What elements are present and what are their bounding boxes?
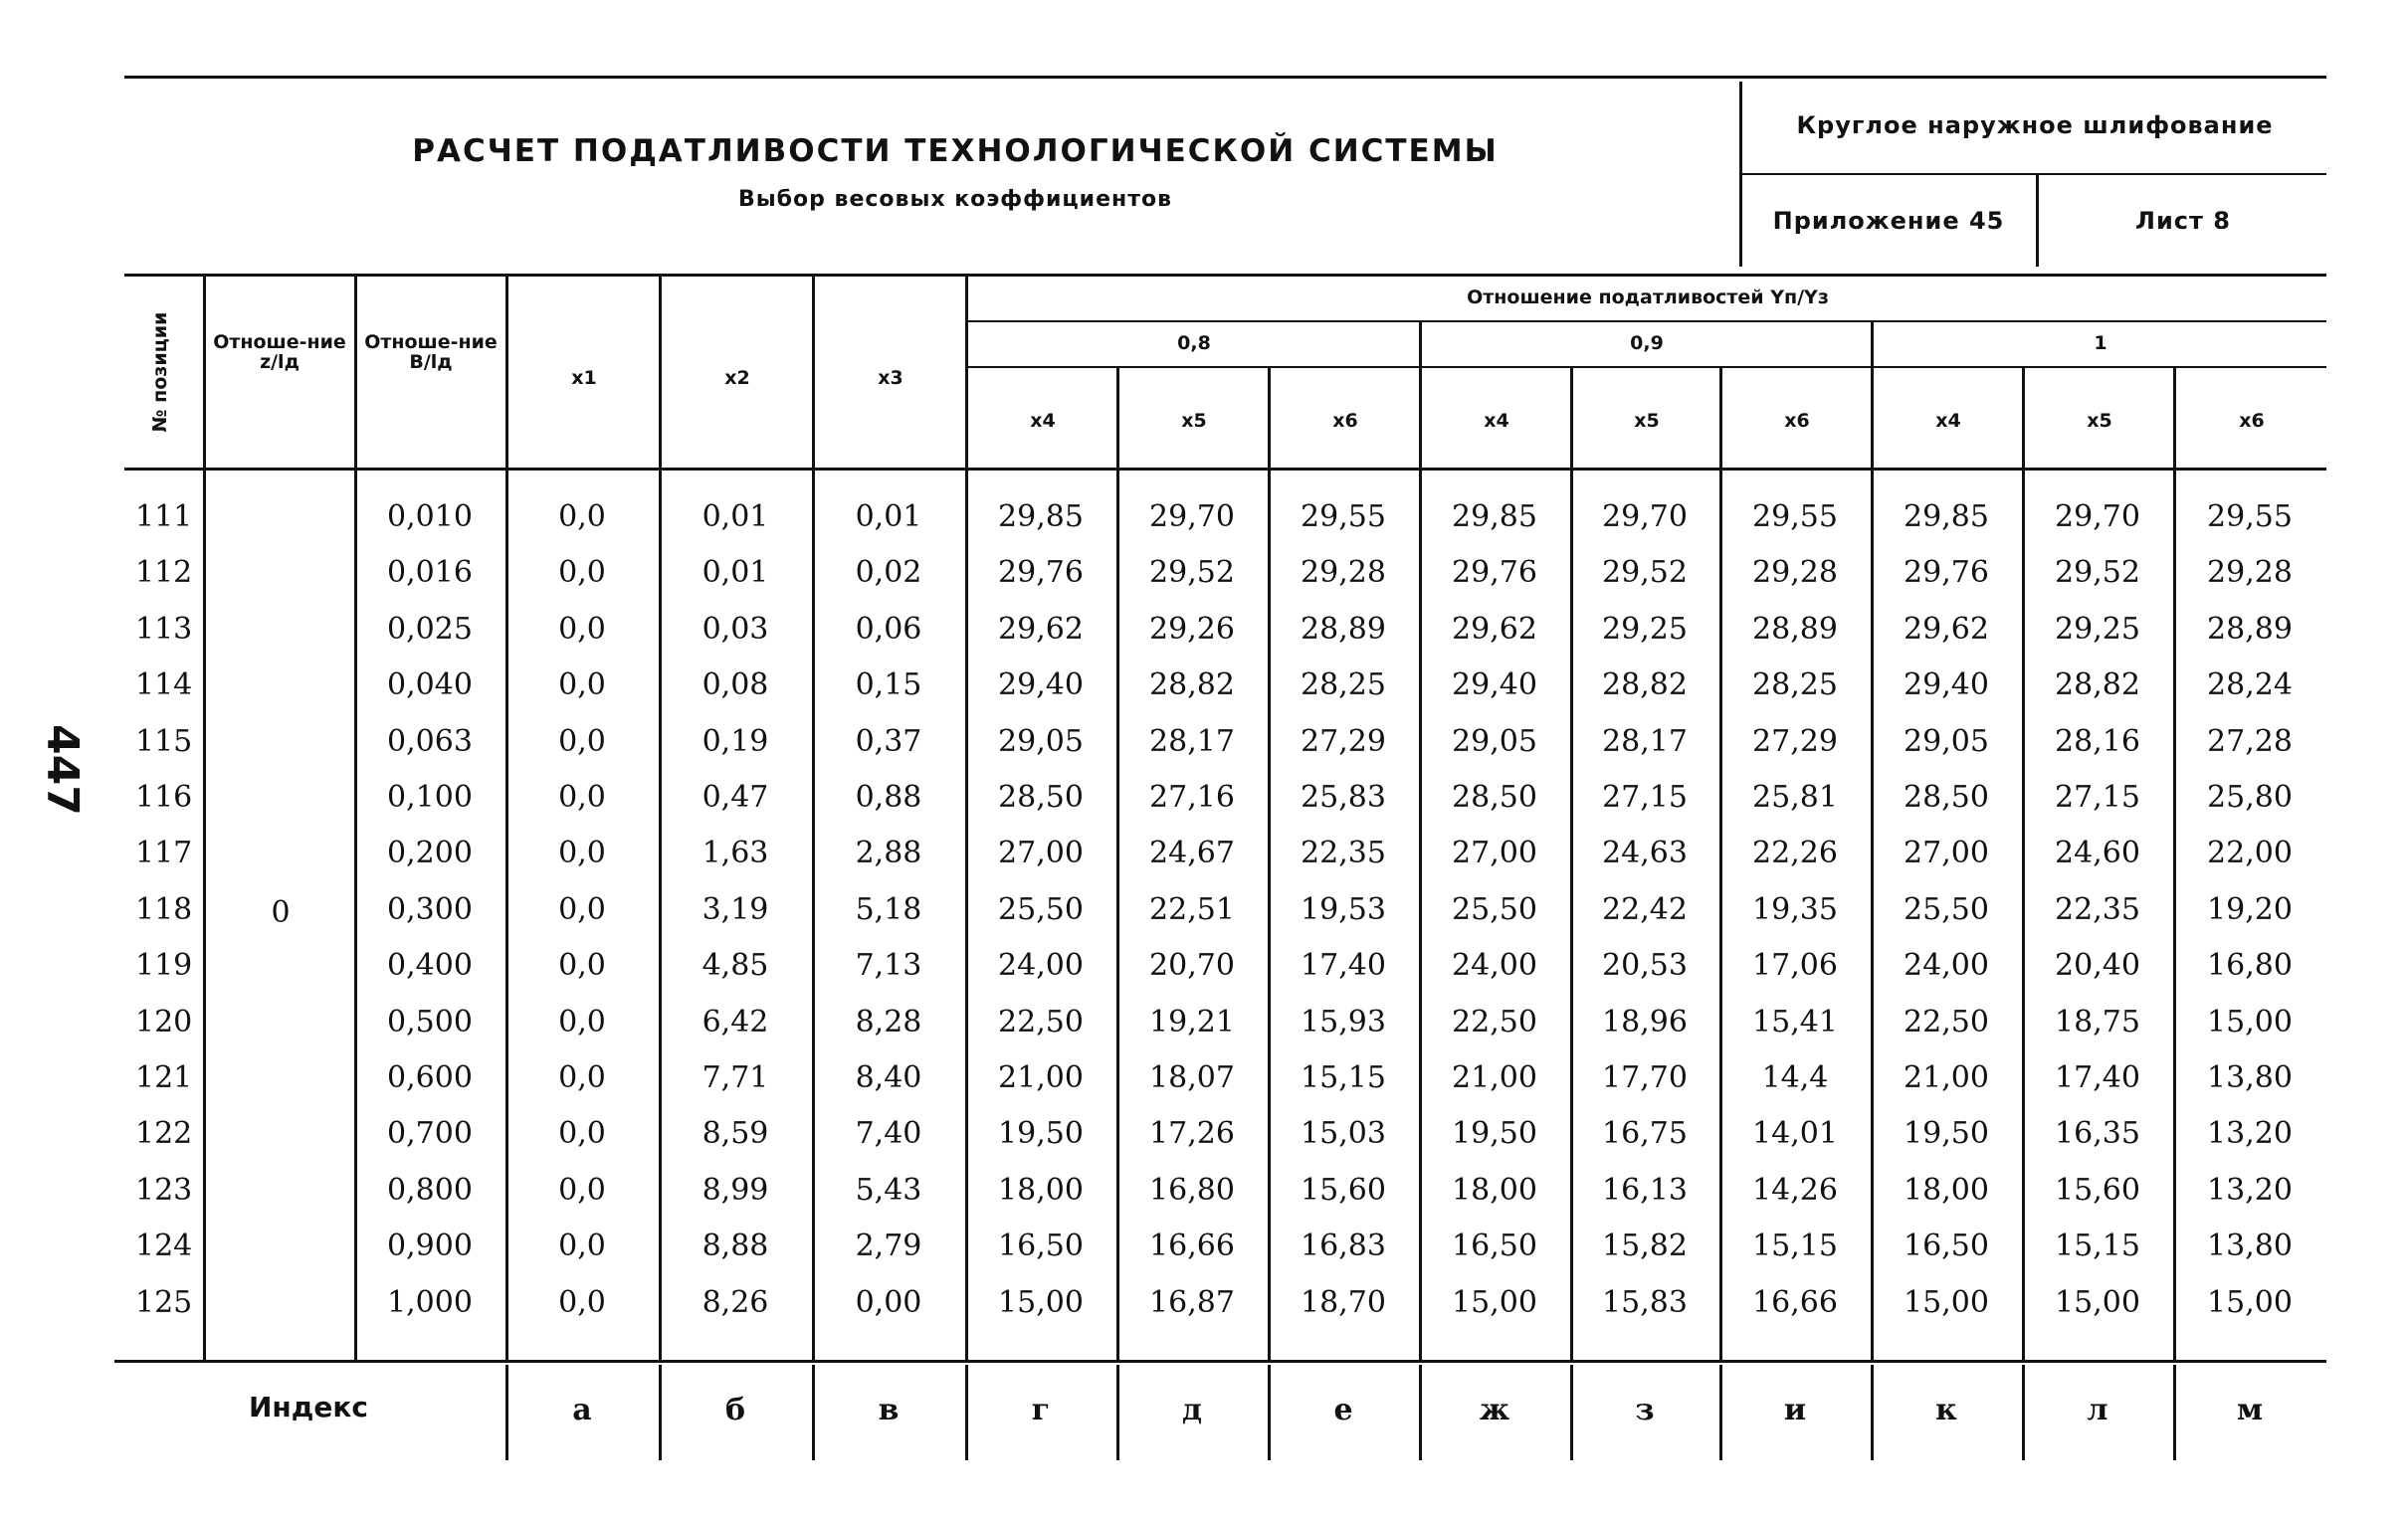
table-cell: 0,00: [855, 1284, 922, 1320]
table-cell: 18,00: [1452, 1172, 1537, 1208]
table-cell: 20,70: [1149, 948, 1235, 984]
ratio-0-8-header: 0,8: [1177, 332, 1211, 354]
ratio-1-header: 1: [2094, 332, 2107, 354]
sub-x5-header: x5: [2087, 410, 2112, 432]
table-cell: 0,025: [387, 611, 473, 647]
table-cell: 29,40: [1452, 667, 1537, 703]
table-cell: 7,71: [702, 1060, 769, 1095]
table-cell: 13,20: [2207, 1172, 2293, 1208]
index-letter: г: [1031, 1393, 1051, 1427]
table-cell: 15,00: [2207, 1284, 2293, 1320]
table-cell: 19,21: [1149, 1004, 1235, 1040]
position-number: 115: [135, 723, 193, 759]
table-cell: 8,40: [855, 1060, 922, 1095]
table-cell: 0,016: [387, 555, 473, 591]
table-cell: 16,66: [1149, 1229, 1235, 1264]
index-letter: е: [1333, 1393, 1353, 1427]
table-cell: 17,06: [1752, 948, 1838, 984]
table-cell: 13,80: [2207, 1060, 2293, 1095]
table-cell: 8,26: [702, 1284, 769, 1320]
table-cell: 19,50: [1904, 1116, 1989, 1152]
table-cell: 28,16: [2055, 723, 2140, 759]
table-cell: 16,13: [1602, 1172, 1688, 1208]
index-letter: в: [878, 1393, 900, 1427]
table-cell: 29,70: [1602, 499, 1688, 534]
table-cell: 2,88: [855, 836, 922, 871]
table-cell: 19,53: [1301, 891, 1386, 927]
table-cell: 13,20: [2207, 1116, 2293, 1152]
position-number: 120: [135, 1004, 193, 1040]
index-label: Индекс: [249, 1391, 368, 1423]
table-cell: 27,00: [1904, 836, 1989, 871]
table-cell: 21,00: [1452, 1060, 1537, 1095]
table-cell: 0,01: [855, 499, 922, 534]
table-cell: 0,600: [387, 1060, 473, 1095]
table-cell: 0,01: [702, 499, 769, 534]
table-cell: 5,18: [855, 891, 922, 927]
index-separator: [1871, 1365, 1874, 1460]
index-separator: [659, 1365, 662, 1460]
table-cell: 19,50: [998, 1116, 1084, 1152]
table-cell: 15,15: [1752, 1229, 1838, 1264]
table-cell: 24,00: [1904, 948, 1989, 984]
table-cell: 0,100: [387, 780, 473, 815]
table-cell: 22,35: [1301, 836, 1386, 871]
index-separator: [505, 1365, 508, 1460]
table-cell: 24,63: [1602, 836, 1688, 871]
index-letter: и: [1783, 1393, 1807, 1427]
table-cell: 0,0: [558, 836, 606, 871]
table-cell: 15,60: [1301, 1172, 1386, 1208]
table-cell: 28,82: [1602, 667, 1688, 703]
table-cell: 29,26: [1149, 611, 1235, 647]
position-number: 116: [135, 780, 193, 815]
z-ratio-value: 0: [271, 895, 291, 930]
table-cell: 8,99: [702, 1172, 769, 1208]
index-separator: [1570, 1365, 1573, 1460]
table-header-bottom-rule: [124, 468, 2326, 471]
table-cell: 15,00: [998, 1284, 1084, 1320]
table-cell: 29,05: [1904, 723, 1989, 759]
index-letter: б: [724, 1393, 745, 1427]
page-number: 447: [37, 724, 88, 816]
table-cell: 25,50: [998, 891, 1084, 927]
table-cell: 25,81: [1752, 780, 1838, 815]
sub-x4-header: x4: [1484, 410, 1509, 432]
top-rule: [124, 76, 2326, 79]
table-cell: 28,17: [1149, 723, 1235, 759]
index-separator: [965, 1365, 968, 1460]
table-cell: 24,00: [1452, 948, 1537, 984]
table-cell: 0,06: [855, 611, 922, 647]
table-cell: 29,76: [998, 555, 1084, 591]
table-cell: 15,00: [2207, 1004, 2293, 1040]
table-cell: 18,70: [1301, 1284, 1386, 1320]
table-cell: 27,00: [998, 836, 1084, 871]
table-cell: 0,0: [558, 780, 606, 815]
table-cell: 15,03: [1301, 1116, 1386, 1152]
header-box-rule: [1739, 173, 2326, 175]
table-cell: 22,35: [2055, 891, 2140, 927]
document-title: РАСЧЕТ ПОДАТЛИВОСТИ ТЕХНОЛОГИЧЕСКОЙ СИСТЕМЫ: [412, 133, 1499, 169]
table-cell: 15,93: [1301, 1004, 1386, 1040]
position-number: 112: [135, 555, 193, 591]
table-cell: 0,700: [387, 1116, 473, 1152]
index-separator: [2022, 1365, 2025, 1460]
table-cell: 0,08: [702, 667, 769, 703]
table-cell: 27,28: [2207, 723, 2293, 759]
table-cell: 18,07: [1149, 1060, 1235, 1095]
document-subtitle: Выбор весовых коэффициентов: [738, 187, 1172, 212]
table-cell: 29,70: [1149, 499, 1235, 534]
index-letter: а: [572, 1393, 592, 1427]
table-cell: 29,25: [1602, 611, 1688, 647]
table-cell: 29,62: [1452, 611, 1537, 647]
table-cell: 29,85: [1904, 499, 1989, 534]
table-cell: 25,83: [1301, 780, 1386, 815]
table-cell: 27,29: [1752, 723, 1838, 759]
table-cell: 15,15: [1301, 1060, 1386, 1095]
table-cell: 0,0: [558, 723, 606, 759]
table-cell: 22,50: [1904, 1004, 1989, 1040]
table-cell: 29,52: [1149, 555, 1235, 591]
x1-header: x1: [571, 367, 597, 389]
table-cell: 3,19: [702, 891, 769, 927]
position-number: 123: [135, 1172, 193, 1208]
table-cell: 19,35: [1752, 891, 1838, 927]
table-cell: 19,50: [1452, 1116, 1537, 1152]
table-cell: 22,50: [998, 1004, 1084, 1040]
table-cell: 20,53: [1602, 948, 1688, 984]
table-cell: 29,55: [2207, 499, 2293, 534]
table-cell: 27,15: [2055, 780, 2140, 815]
table-cell: 25,50: [1904, 891, 1989, 927]
table-cell: 29,28: [1752, 555, 1838, 591]
table-cell: 29,76: [1452, 555, 1537, 591]
table-cell: 29,55: [1752, 499, 1838, 534]
table-cell: 15,00: [1904, 1284, 1989, 1320]
sub-x6-header: x6: [2239, 410, 2265, 432]
table-cell: 8,88: [702, 1229, 769, 1264]
table-cell: 29,76: [1904, 555, 1989, 591]
table-cell: 7,13: [855, 948, 922, 984]
sub-x4-header: x4: [1935, 410, 1961, 432]
table-cell: 29,40: [1904, 667, 1989, 703]
table-cell: 28,25: [1752, 667, 1838, 703]
table-cell: 0,0: [558, 611, 606, 647]
table-cell: 0,300: [387, 891, 473, 927]
table-cell: 0,01: [702, 555, 769, 591]
table-cell: 16,50: [1452, 1229, 1537, 1264]
table-cell: 18,00: [998, 1172, 1084, 1208]
table-cell: 17,70: [1602, 1060, 1688, 1095]
table-cell: 28,89: [1752, 611, 1838, 647]
position-header: № позиции: [149, 311, 171, 433]
table-cell: 16,80: [2207, 948, 2293, 984]
table-cell: 0,0: [558, 555, 606, 591]
table-cell: 8,28: [855, 1004, 922, 1040]
table-cell: 28,82: [2055, 667, 2140, 703]
table-cell: 0,88: [855, 780, 922, 815]
table-cell: 15,15: [2055, 1229, 2140, 1264]
table-cell: 13,80: [2207, 1229, 2293, 1264]
table-cell: 0,800: [387, 1172, 473, 1208]
table-cell: 0,0: [558, 891, 606, 927]
table-cell: 14,4: [1761, 1060, 1829, 1095]
ratio-z-header: Отноше-ние z/lд: [213, 331, 346, 373]
x3-header: x3: [878, 367, 903, 389]
position-number: 118: [135, 891, 193, 927]
table-cell: 0,0: [558, 1004, 606, 1040]
table-cell: 16,35: [2055, 1116, 2140, 1152]
table-cell: 29,85: [998, 499, 1084, 534]
index-separator: [1116, 1365, 1119, 1460]
table-cell: 16,50: [1904, 1229, 1989, 1264]
appendix-label: Приложение 45: [1772, 207, 2005, 235]
table-cell: 6,42: [702, 1004, 769, 1040]
process-title: Круглое наружное шлифование: [1796, 111, 2274, 139]
table-cell: 29,05: [1452, 723, 1537, 759]
table-cell: 0,0: [558, 1116, 606, 1152]
table-cell: 17,40: [2055, 1060, 2140, 1095]
table-cell: 0,900: [387, 1229, 473, 1264]
table-cell: 0,0: [558, 499, 606, 534]
table-cell: 15,83: [1602, 1284, 1688, 1320]
table-cell: 1,000: [387, 1284, 473, 1320]
sub-x5-header: x5: [1634, 410, 1660, 432]
table-cell: 15,41: [1752, 1004, 1838, 1040]
table-cell: 28,50: [1904, 780, 1989, 815]
table-cell: 15,00: [2055, 1284, 2140, 1320]
table-cell: 21,00: [998, 1060, 1084, 1095]
table-cell: 29,55: [1301, 499, 1386, 534]
index-letter: м: [2236, 1393, 2264, 1427]
table-cell: 0,200: [387, 836, 473, 871]
table-cell: 14,01: [1752, 1116, 1838, 1152]
sub-x6-header: x6: [1784, 410, 1810, 432]
table-cell: 29,62: [998, 611, 1084, 647]
table-cell: 16,87: [1149, 1284, 1235, 1320]
table-cell: 29,52: [1602, 555, 1688, 591]
table-cell: 24,67: [1149, 836, 1235, 871]
table-cell: 17,26: [1149, 1116, 1235, 1152]
table-cell: 28,89: [1301, 611, 1386, 647]
sub-x5-header: x5: [1181, 410, 1207, 432]
subgroup-rule: [965, 366, 2326, 368]
table-cell: 29,70: [2055, 499, 2140, 534]
table-cell: 0,47: [702, 780, 769, 815]
table-cell: 16,80: [1149, 1172, 1235, 1208]
table-cell: 28,89: [2207, 611, 2293, 647]
table-cell: 16,75: [1602, 1116, 1688, 1152]
x2-header: x2: [724, 367, 750, 389]
index-letter: л: [2087, 1393, 2108, 1427]
table-cell: 0,010: [387, 499, 473, 534]
table-cell: 7,40: [855, 1116, 922, 1152]
index-separator: [1268, 1365, 1271, 1460]
table-cell: 27,00: [1452, 836, 1537, 871]
table-cell: 22,42: [1602, 891, 1688, 927]
position-number: 113: [135, 611, 193, 647]
table-cell: 27,16: [1149, 780, 1235, 815]
table-cell: 21,00: [1904, 1060, 1989, 1095]
sub-x6-header: x6: [1332, 410, 1358, 432]
table-cell: 18,00: [1904, 1172, 1989, 1208]
table-cell: 29,28: [2207, 555, 2293, 591]
position-number: 114: [135, 667, 193, 703]
table-cell: 0,0: [558, 1060, 606, 1095]
table-cell: 0,500: [387, 1004, 473, 1040]
table-cell: 29,28: [1301, 555, 1386, 591]
table-cell: 0,040: [387, 667, 473, 703]
index-letter: к: [1935, 1393, 1957, 1427]
table-cell: 0,0: [558, 1284, 606, 1320]
table-cell: 29,85: [1452, 499, 1537, 534]
index-letter: д: [1182, 1393, 1202, 1427]
table-cell: 29,40: [998, 667, 1084, 703]
table-cell: 22,50: [1452, 1004, 1537, 1040]
table-cell: 24,60: [2055, 836, 2140, 871]
table-cell: 0,0: [558, 1229, 606, 1264]
index-separator: [1419, 1365, 1422, 1460]
index-separator: [2173, 1365, 2176, 1460]
table-cell: 29,62: [1904, 611, 1989, 647]
position-number: 117: [135, 836, 193, 871]
table-bottom-rule: [114, 1360, 2326, 1363]
table-cell: 0,02: [855, 555, 922, 591]
table-cell: 22,00: [2207, 836, 2293, 871]
table-cell: 24,00: [998, 948, 1084, 984]
position-number: 119: [135, 948, 193, 984]
position-number: 121: [135, 1060, 193, 1095]
table-cell: 28,50: [1452, 780, 1537, 815]
appendix-divider: [2036, 175, 2039, 267]
table-cell: 0,0: [558, 667, 606, 703]
table-cell: 18,96: [1602, 1004, 1688, 1040]
index-separator: [812, 1365, 815, 1460]
table-cell: 0,19: [702, 723, 769, 759]
table-cell: 19,20: [2207, 891, 2293, 927]
index-letter: ж: [1479, 1393, 1510, 1427]
table-cell: 0,0: [558, 948, 606, 984]
ratio-b-header: Отноше-ние B/lд: [364, 331, 498, 373]
table-cell: 17,40: [1301, 948, 1386, 984]
table-cell: 0,15: [855, 667, 922, 703]
table-cell: 29,25: [2055, 611, 2140, 647]
table-cell: 15,82: [1602, 1229, 1688, 1264]
position-number: 111: [135, 499, 193, 534]
index-letter: з: [1635, 1393, 1655, 1427]
table-cell: 27,15: [1602, 780, 1688, 815]
sheet-label: Лист 8: [2135, 207, 2231, 235]
table-cell: 16,50: [998, 1229, 1084, 1264]
sub-x4-header: x4: [1030, 410, 1056, 432]
table-cell: 2,79: [855, 1229, 922, 1264]
table-cell: 28,82: [1149, 667, 1235, 703]
table-cell: 14,26: [1752, 1172, 1838, 1208]
table-cell: 5,43: [855, 1172, 922, 1208]
ratio-0-9-header: 0,9: [1630, 332, 1664, 354]
compliance-ratio-header: Отношение податливостей Yп/Yз: [1467, 286, 1829, 308]
table-cell: 15,00: [1452, 1284, 1537, 1320]
table-cell: 16,66: [1752, 1284, 1838, 1320]
table-cell: 15,60: [2055, 1172, 2140, 1208]
table-cell: 22,51: [1149, 891, 1235, 927]
table-top-rule: [124, 274, 2326, 277]
group-rule: [965, 320, 2326, 322]
table-cell: 1,63: [702, 836, 769, 871]
table-cell: 18,75: [2055, 1004, 2140, 1040]
table-cell: 0,37: [855, 723, 922, 759]
table-cell: 29,05: [998, 723, 1084, 759]
table-cell: 22,26: [1752, 836, 1838, 871]
table-cell: 8,59: [702, 1116, 769, 1152]
table-cell: 16,83: [1301, 1229, 1386, 1264]
table-cell: 28,24: [2207, 667, 2293, 703]
position-number: 122: [135, 1116, 193, 1152]
table-cell: 25,80: [2207, 780, 2293, 815]
table-cell: 20,40: [2055, 948, 2140, 984]
table-cell: 25,50: [1452, 891, 1537, 927]
vline-1: [203, 277, 206, 1361]
position-number: 124: [135, 1229, 193, 1264]
table-cell: 27,29: [1301, 723, 1386, 759]
table-cell: 29,52: [2055, 555, 2140, 591]
table-cell: 28,25: [1301, 667, 1386, 703]
table-cell: 0,0: [558, 1172, 606, 1208]
table-cell: 28,50: [998, 780, 1084, 815]
table-cell: 0,03: [702, 611, 769, 647]
index-separator: [1719, 1365, 1722, 1460]
table-cell: 0,400: [387, 948, 473, 984]
table-cell: 0,063: [387, 723, 473, 759]
table-cell: 4,85: [702, 948, 769, 984]
position-number: 125: [135, 1284, 193, 1320]
table-cell: 28,17: [1602, 723, 1688, 759]
